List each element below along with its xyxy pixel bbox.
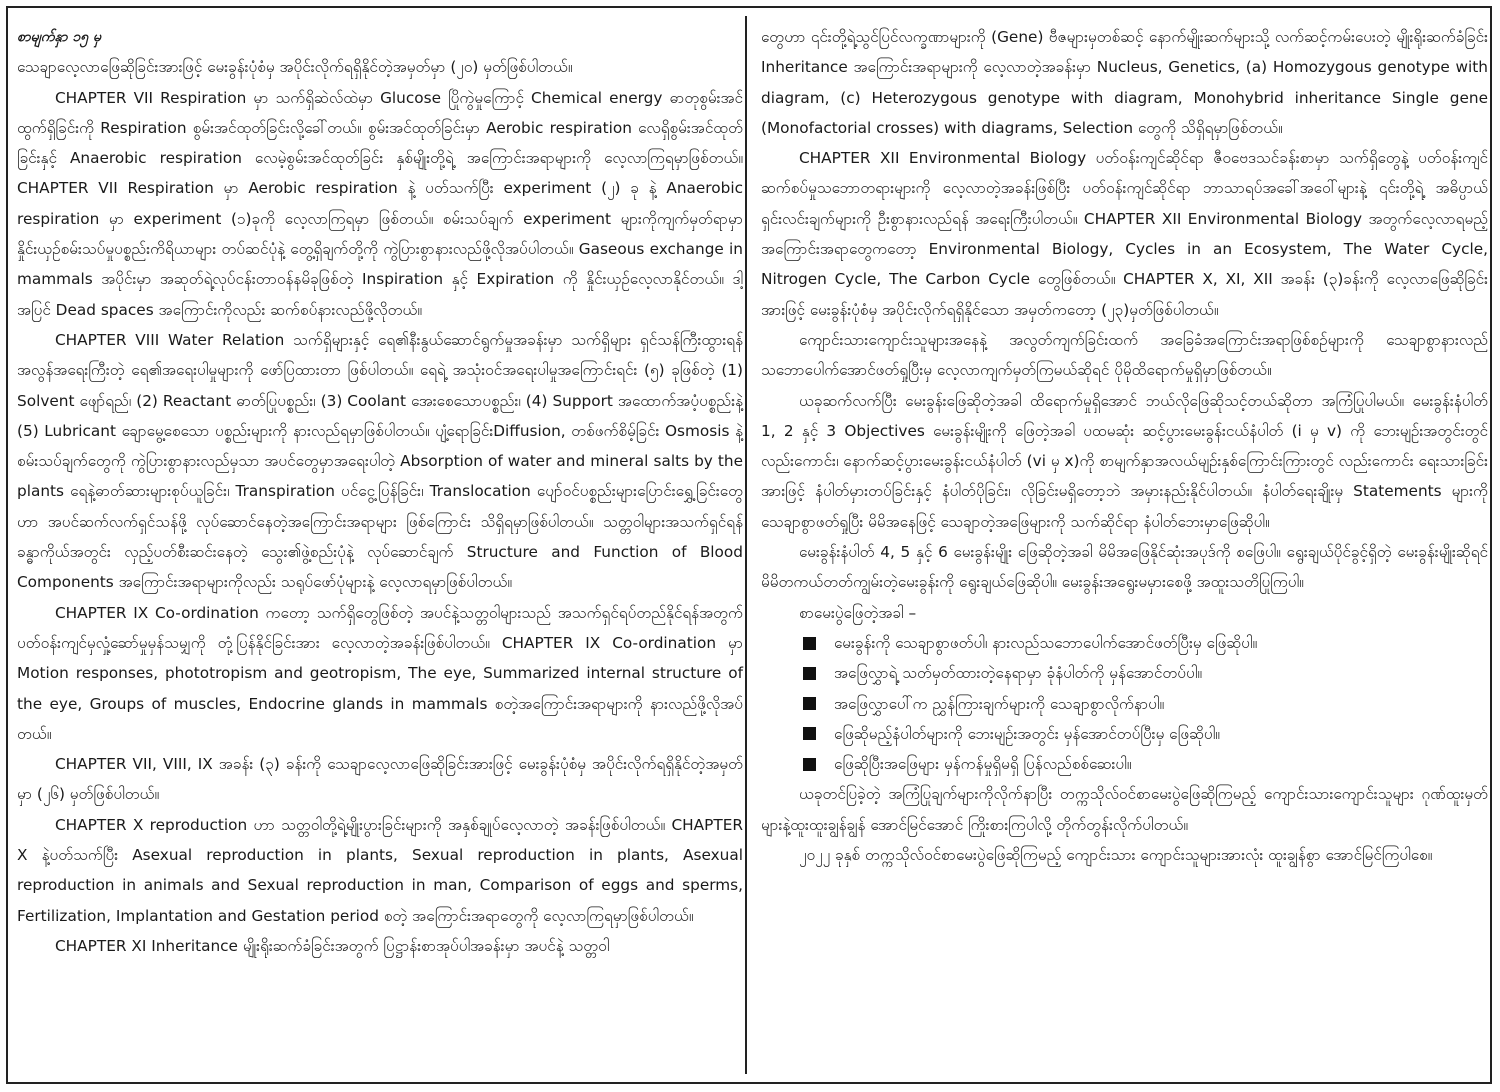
square-bullet-icon xyxy=(803,697,816,710)
list-item xyxy=(803,749,1488,779)
exam-tips-list xyxy=(761,628,1488,779)
paragraph: CHAPTER XI Inheritance မျိုးရိုးဆက်ခံခြင်းအတွက် ပြဋ္ဌာန်းစာအုပ်ပါအခန်းမှာ အပင်နဲ့ သတ္တဝါ xyxy=(55,936,610,955)
paragraph: သေချာလေ့လာဖြေဆိုခြင်းအားဖြင့် မေးခွန်းပုံစံမှ အပိုင်းလိုက်ရရှိနိုင်တဲ့အမှတ်မှာ (၂၀) မှတ်ဖြစ်ပါတယ်။ xyxy=(17,58,573,77)
square-bullet-icon xyxy=(803,637,816,650)
article-page xyxy=(6,6,1492,1084)
list-item xyxy=(803,658,1488,688)
closing-paragraph: ယခုတင်ပြခဲ့တဲ့ အကြံပြုချက်များကိုလိုက်နာပြီး တက္ကသိုလ်ဝင်စာမေးပွဲဖြေဆိုကြမည့် ကျောင်းသားကျောင်းသူများ ဂုဏ်ထူးမှတ်များနဲ့ထူးထူးချွန်ချွန် အောင်မြင်အောင် ကြိုးစားကြပါလို့ တိုက်တွန်းလိုက်ပါတယ်။ xyxy=(761,785,1488,834)
list-item-text: အဖြေလွှာပေါ်က ညွှန်ကြားချက်များကို သေချာစွာလိုက်နာပါ။ xyxy=(834,694,1165,713)
left-column xyxy=(17,22,743,961)
right-column xyxy=(761,22,1488,870)
list-item-text: ဖြေဆိုမည့်နံပါတ်များကို ဘေးမျဉ်းအတွင်း မှန်အောင်တပ်ပြီးမှ ဖြေဆိုပါ။ xyxy=(834,724,1220,743)
square-bullet-icon xyxy=(803,667,816,680)
list-item-text: မေးခွန်းကို သေချာစွာဖတ်ပါ၊ နားလည်သဘောပေါက်အောင်ဖတ်ပြီးမှ ဖြေဆိုပါ။ xyxy=(834,633,1258,652)
list-item xyxy=(803,689,1488,719)
paragraph: ယခုဆက်လက်ပြီး မေးခွန်းဖြေဆိုတဲ့အခါ ထိရောက်မှုရှိအောင် ဘယ်လိုဖြေဆိုသင့်တယ်ဆိုတာ အကြံပြုပါမယ်။ မေးခွန်းနံပါတ် 1, 2 နှင့် 3 Objectives မေးခွန်းမျိုးကို ဖြေတဲ့အခါ ပထမဆုံး ဆင့်ပွားမေးခွန်းငယ်နံပါတ် (i မှ v) ကို ဘေးမျဉ်းအတွင်းတွင် လည်းကောင်း၊ နောက်ဆင့်ပွားမေးခွန်းငယ်နံပါတ် (vi မှ x)ကို စာမျက်နှာအလယ်မျဉ်းနှစ်ကြောင်းကြားတွင် လည်းကောင်း ရေးသားခြင်းအားဖြင့် နံပါတ်မှားတပ်ခြင်းနှင့် နံပါတ်ပိုခြင်း၊ လိုခြင်းမရှိတော့ဘဲ အမှားနည်းနိုင်ပါတယ်။ နံပါတ်ရေးချိုးမှ Statements များကို သေချာစွာဖတ်ရှုပြီး မိမိအနေဖြင့် သေချာတဲ့အဖြေများကို သက်ဆိုင်ရာ နံပါတ်ဘေးမှာဖြေဆိုပါ။ xyxy=(761,391,1488,531)
paragraph: CHAPTER X reproduction ဟာ သတ္တဝါတို့ရဲ့မျိုးပွားခြင်းများကို အနှစ်ချုပ်လေ့လာတဲ့ အခန်းဖြစ်ပါတယ်။ CHAPTER X နဲ့ပတ်သက်ပြီး Asexual reproduction in plants, Sexual reproduction in plants, Asexual reproduction in animals and Sexual reproduction in man, Comparison of eggs and sperms, Fertilization, Implantation and Gestation period စတဲ့ အကြောင်းအရာတွေကို လေ့လာကြရမှာဖြစ်ပါတယ်။ xyxy=(17,815,743,925)
paragraph: ကျောင်းသားကျောင်းသူများအနေနဲ့ အလွတ်ကျက်ခြင်းထက် အခြေခံအကြောင်းအရာဖြစ်စဉ်များကို သေချာစွာနားလည်သဘောပေါက်အောင်ဖတ်ရှုပြီးမှ လေ့လာကျက်မှတ်ကြမယ်ဆိုရင် ပိုမိုထိရောက်မှုရှိမှာဖြစ်တယ်။ xyxy=(761,330,1488,380)
paragraph: စာမေးပွဲဖြေတဲ့အခါ – xyxy=(799,603,917,622)
closing-paragraph: ၂၀၂၂ ခုနှစ် တက္ကသိုလ်ဝင်စာမေးပွဲဖြေဆိုကြမည့် ကျောင်းသား ကျောင်းသူများအားလုံး ထူးချွန်စွာ အောင်မြင်ကြပါစေ။ xyxy=(799,846,1433,865)
paragraph: CHAPTER VII Respiration မှာ သက်ရှိဆဲလ်ထဲမှာ Glucose ပြိုကွဲမှုကြောင့် Chemical energy ဓာတုစွမ်းအင်ထွက်ရှိခြင်းကို Respiration စွမ်းအင်ထုတ်ခြင်းလို့ခေါ်တယ်။ စွမ်းအင်ထုတ်ခြင်းမှာ Aerobic respiration လေရှိစွမ်းအင်ထုတ်ခြင်းနှင့် Anaerobic respiration လေမဲ့စွမ်းအင်ထုတ်ခြင်း နှစ်မျိုးတို့ရဲ့ အကြောင်းအရာများကို လေ့လာကြရမှာဖြစ်တယ်။ CHAPTER VII Respiration မှာ Aerobic respiration နဲ့ ပတ်သက်ပြီး experiment (၂) ခု နဲ့ Anaerobic respiration မှာ experiment (၁)ခုကို လေ့လာကြရမှာ ဖြစ်တယ်။ စမ်းသပ်ချက် experiment များကိုကျက်မှတ်ရာမှာ နှိုင်းယှဉ်စမ်းသပ်မှုပစ္စည်းကိရိယာများ တပ်ဆင်ပုံနဲ့ တွေ့ရှိချက်တို့ကို ကွဲပြားစွာနားလည်ဖို့လိုအပ်ပါတယ်။ Gaseous exchange in mammals အပိုင်းမှာ အဆုတ်ရဲ့လုပ်ငန်းတာဝန်နမိခုဖြစ်တဲ့ Inspiration နှင့် Expiration ကို နှိုင်းယှဉ်လေ့လာနိုင်တယ်။ ဒါ့အပြင် Dead spaces အကြောင်းကိုလည်း ဆက်စပ်နားလည်ဖို့လိုတယ်။ xyxy=(17,88,743,319)
paragraph: CHAPTER IX Co-ordination ကတော့ သက်ရှိတွေဖြစ်တဲ့ အပင်နဲ့သတ္တဝါများသည် အသက်ရှင်ရပ်တည်နိုင်ရန်အတွက် ပတ်ဝန်းကျင်မှလှုံ့ဆော်မှုမှန်သမျှကို တုံ့ပြန်နိုင်ခြင်းအား လေ့လာတဲ့အခန်းဖြစ်ပါတယ်။ CHAPTER IX Co-ordination မှာ Motion responses, phototropism and geotropism, The eye, Summarized internal structure of the eye, Groups of muscles, Endocrine glands in mammals စတဲ့အကြောင်းအရာများကို နားလည်ဖို့လိုအပ်တယ်။ xyxy=(17,603,743,743)
square-bullet-icon xyxy=(803,727,816,740)
list-item-text: အဖြေလွှာရဲ့ သတ်မှတ်ထားတဲ့နေရာမှာ ခုံနံပါတ်ကို မှန်အောင်တပ်ပါ။ xyxy=(834,664,1202,683)
paragraph: မေးခွန်းနံပါတ် 4, 5 နှင့် 6 မေးခွန်းမျိုး ဖြေဆိုတဲ့အခါ မိမိအဖြေနိုင်ဆုံးအပုဒ်ကို စဖြေပါ။ ရွေးချယ်ပိုင်ခွင့်ရှိတဲ့ မေးခွန်းမျိုးဆိုရင် မိမိတကယ်တတ်ကျွမ်းတဲ့မေးခွန်းကို ရွေးချယ်ဖြေဆိုပါ။ မေးခွန်းအရွေးမမှားစေဖို့ အထူးသတိပြုကြပါ။ xyxy=(761,543,1488,592)
list-item xyxy=(803,719,1488,749)
page-header: စာမျက်နှာ ၁၅ မှ xyxy=(17,29,102,45)
paragraph: CHAPTER XII Environmental Biology ပတ်ဝန်းကျင်ဆိုင်ရာ ဇီဝဗေဒသင်ခန်းစာမှာ သက်ရှိတွေနဲ့ ပတ်ဝန်းကျင်ဆက်စပ်မှုသဘောတရားများကို လေ့လာတဲ့အခန်းဖြစ်ပြီး ပတ်ဝန်းကျင်ဆိုင်ရာ ဘာသာရပ်အခေါ်အဝေါ်များနဲ့ ၎င်းတို့ရဲ့ အဓိပ္ပာယ်ရှင်းလင်းချက်များကို ဦးစွာနားလည်ရန် အရေးကြီးပါတယ်။ CHAPTER XII Environmental Biology အတွက်လေ့လာရမည့် အကြောင်းအရာတွေကတော့ Environmental Biology, Cycles in an Ecosystem, The Water Cycle, Nitrogen Cycle, The Carbon Cycle တွေဖြစ်တယ်။ CHAPTER X, XI, XII အခန်း (၃)ခန်းကို လေ့လာဖြေဆိုခြင်းအားဖြင့် မေးခွန်းပုံစံမှ အပိုင်းလိုက်ရရှိနိုင်သော အမှတ်ကတော့ (၂၃)မှတ်ဖြစ်ပါတယ်။ xyxy=(761,149,1488,319)
paragraph: CHAPTER VII, VIII, IX အခန်း (၃) ခန်းကို သေချာလေ့လာဖြေဆိုခြင်းအားဖြင့် မေးခွန်းပုံစံမှ အပိုင်းလိုက်ရရှိနိုင်တဲ့အမှတ်မှာ (၂၆) မှတ်ဖြစ်ပါတယ်။ xyxy=(17,755,743,804)
paragraph: CHAPTER VIII Water Relation သက်ရှိများနှင့် ရေ၏နီးနွယ်ဆောင်ရွက်မှုအခန်းမှာ သက်ရှိများ ရှင်သန်ကြီးထွားရန် အလွန်အရေးကြီးတဲ့ ရေ၏အရေးပါမှုများကို ဖော်ပြထားတာ ဖြစ်ပါတယ်။ ရေရဲ့ အသုံးဝင်အရေးပါမှုအကြောင်းရင်း (၅) ခုဖြစ်တဲ့ (1) Solvent ဖျော်ရည်၊ (2) Reactant ဓာတ်ပြုပစ္စည်း၊ (3) Coolant အေးစေသောပစ္စည်း၊ (4) Support အထောက်အပံ့ပစ္စည်းနဲ့ (5) Lubricant ချောမွေ့စေသော ပစ္စည်းများကို နားလည်ရမှာဖြစ်ပါတယ်။ ပျံ့ရောခြင်းDiffusion, တစ်ဖက်စိမ့်ခြင်း Osmosis နဲ့စမ်းသပ်ချက်တွေကို ကွဲပြားစွာနားလည်မှသာ အပင်တွေမှာအရေးပါတဲ့ Absorption of water and mineral salts by the plants ရေနဲ့ဓာတ်ဆားများစုပ်ယူခြင်း၊ Transpiration ပင်ငွေ့ပြန်ခြင်း၊ Translocation ပျော်ဝင်ပစ္စည်းများပြောင်းရွှေ့ခြင်းတွေဟာ အပင်ဆက်လက်ရှင်သန်ဖို့ လုပ်ဆောင်နေတဲ့အကြောင်းအရာများ ဖြစ်ကြောင်း သိရှိရမှာဖြစ်ပါတယ်။ သတ္တဝါများအသက်ရှင်ရန် ခန္ဓာကိုယ်အတွင်း လှည့်ပတ်စီးဆင်းနေတဲ့ သွေး၏ဖွဲ့စည်းပုံနဲ့ လုပ်ဆောင်ချက် Structure and Function of Blood Components အကြောင်းအရာများကိုလည်း သရုပ်ဖော်ပုံများနဲ့ လေ့လာရမှာဖြစ်ပါတယ်။ xyxy=(17,330,743,592)
paragraph: တွေဟာ ၎င်းတို့ရဲ့သွင်ပြင်လက္ခဏာများကို (Gene) ဗီဇများမှတစ်ဆင့် နောက်မျိုးဆက်များသို့ လက်ဆင့်ကမ်းပေးတဲ့ မျိုးရိုးဆက်ခံခြင်း Inheritance အကြောင်းအရာများကို လေ့လာတဲ့အခန်းမှာ Nucleus, Genetics, (a) Homozygous genotype with diagram, (c) Heterozygous genotype with diagram, Monohybrid inheritance Single gene (Monofactorial crosses) with diagrams, Selection တွေကို သိရှိရမှာဖြစ်တယ်။ xyxy=(761,28,1488,137)
list-item xyxy=(803,628,1488,658)
column-divider xyxy=(745,16,747,1074)
square-bullet-icon xyxy=(803,758,816,771)
list-item-text: ဖြေဆိုပြီးအဖြေများ မှန်ကန်မှုရှိမရှိ ပြန်လည်စစ်ဆေးပါ။ xyxy=(834,755,1132,774)
